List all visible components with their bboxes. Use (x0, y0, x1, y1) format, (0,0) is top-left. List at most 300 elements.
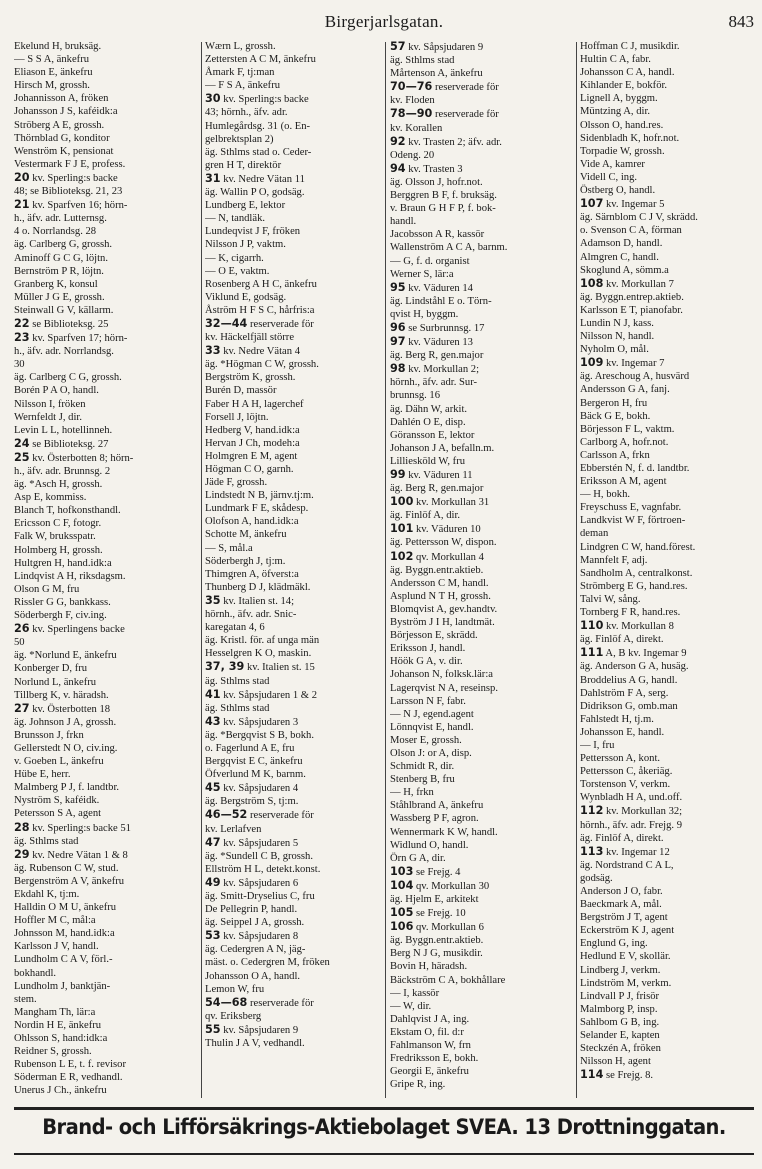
house-number: 92 (390, 134, 406, 148)
entry-line: Bergeron H, fru (580, 397, 648, 409)
entry-line: 21 kv. Sparfven 16; hörn- (14, 198, 128, 212)
entry-line: 32—44 reserverade för (205, 316, 314, 330)
entry-line: Gellerstedt N O, civ.ing. (14, 742, 118, 754)
entry-line: Ohlsson S, hand:idk:a (14, 1033, 108, 1045)
entry-line: Reidner S, grossh. (14, 1046, 92, 1058)
entry-line: Malmborg P, insp. (580, 1003, 658, 1015)
entry-line: Ericsson C F, fotogr. (14, 518, 102, 530)
house-number: 45 (205, 781, 221, 795)
entry-line: 108 kv. Morkullan 7 (580, 276, 674, 290)
entry-line: Rosenberg A H C, änkefru (205, 278, 317, 290)
entry-line: Lundberg E, lektor (205, 200, 286, 212)
entry-line: Odeng. 20 (390, 149, 435, 161)
entry-line: Åström H F S C, hårfris:a (205, 304, 315, 316)
house-number: 22 (14, 316, 30, 330)
house-number: 101 (390, 522, 414, 536)
entry-line: Wernfeldt J, dir. (14, 411, 82, 423)
entry-line: — N, tandläk. (205, 213, 266, 225)
house-number: 78—90 (390, 107, 433, 121)
entry-line: — S, mål.a (205, 542, 253, 554)
entry-line: handl. (390, 216, 417, 228)
entry-line: Humlegårdsg. 31 (o. En- (205, 120, 311, 132)
entry-line: äg. Dähn W, arkit. (390, 403, 468, 415)
entry-line: Vide A, kamrer (580, 158, 645, 170)
entry-line: Tornberg F R, hand.res. (580, 607, 681, 619)
entry-line: Bergström K, grossh. (205, 372, 296, 384)
house-number: 53 (205, 929, 221, 943)
entry-line: h., äfv. adr. Brunnsg. 2 (14, 466, 111, 477)
house-number: 30 (205, 92, 221, 106)
entry-line: Olofson A, hand.idk:a (205, 516, 299, 528)
entry-line: Lagerqvist N A, reseinsp. (390, 682, 498, 694)
entry-line: Blanch T, hofkonsthandl. (14, 505, 121, 517)
entry-line: Wallenström A C A, barnm. (390, 242, 508, 254)
entry-line: Andersson C M, handl. (390, 577, 489, 589)
house-number: 25 (14, 450, 30, 464)
entry-line: äg. Anderson G A, husäg. (580, 661, 689, 673)
entry-line: 24 se Biblioteksg. 27 (14, 436, 109, 450)
entry-line: 109 kv. Ingemar 7 (580, 356, 665, 370)
entry-line: kv. Lerlafven (205, 823, 262, 835)
entry-line: äg. Carlberg C G, grossh. (14, 372, 122, 384)
page-number: 843 (728, 12, 754, 31)
house-number: 29 (14, 847, 30, 861)
entry-line: äg. Wallin P O, godsäg. (205, 187, 305, 199)
entry-line: 35 kv. Italien st. 14; (205, 593, 295, 607)
house-number: 31 (205, 171, 221, 185)
entry-line: Holmberg H, grossh. (14, 544, 103, 556)
entry-line: Selander E, kapten (580, 1030, 660, 1042)
entry-line: Sahlbom G B, ing. (580, 1016, 660, 1028)
entry-line: Söderman E R, vedhandl. (14, 1072, 123, 1084)
house-number: 112 (580, 804, 604, 818)
entry-line: hörnh., äfv. adr. Snic- (205, 609, 297, 621)
entry-line: Högman C O, garnh. (205, 464, 294, 475)
entry-line: h., äfv. adr. Norrlandsg. (14, 346, 114, 358)
entry-line: Ståhlbrand A, änkefru (390, 800, 484, 812)
house-number: 27 (14, 701, 30, 715)
street-title: Birgerjarlsgatan. (324, 12, 444, 31)
house-number: 35 (205, 593, 221, 607)
footer-rule-bottom (14, 1153, 754, 1155)
entry-line: Freyschuss E, vagnfabr. (580, 502, 682, 514)
house-number: 105 (390, 906, 414, 920)
column-3 (390, 40, 574, 1108)
entry-line: Malmberg P J, f. landtbr. (14, 782, 120, 794)
entry-line: Kihlander E, bokför. (580, 80, 668, 92)
column-divider (201, 42, 202, 1098)
entry-line: Wærn L, grossh. (205, 41, 276, 52)
entry-line: Bernström P R, löjtn. (14, 265, 104, 277)
house-number: 28 (14, 820, 30, 834)
entry-line: 45 kv. Såpsjudaren 4 (205, 781, 299, 795)
entry-line: Johnsson M, hand.idk:a (14, 928, 115, 940)
entry-line: kv. Korallen (390, 122, 443, 134)
entry-line: Ströberg A E, grossh. (14, 119, 105, 131)
entry-line: stem. (14, 993, 37, 1005)
house-number: 104 (390, 878, 414, 892)
entry-line: 102 qv. Morkullan 4 (390, 549, 484, 563)
entry-line: 46—52 reserverade för (205, 808, 314, 822)
entry-line: Müller J G E, grossh. (14, 291, 105, 303)
entry-line: 113 kv. Ingemar 12 (580, 844, 670, 858)
entry-line: 57 kv. Såpsjudaren 9 (390, 40, 484, 53)
entry-line: Rubenson L E, t. f. revisor (14, 1059, 126, 1071)
entry-line: äg. *Bergqvist S B, bokh. (205, 729, 314, 741)
column-divider (576, 42, 577, 1098)
entry-line: Aminoff G C G, löjtn. (14, 252, 108, 264)
house-number: 95 (390, 280, 406, 294)
entry-line: Anderson J O, fabr. (580, 886, 663, 897)
entry-line: Adamson D, handl. (580, 238, 663, 250)
entry-line: Videll C, ing. (580, 171, 638, 183)
entry-line: Almgren C, handl. (580, 251, 659, 263)
entry-line: Hübe E, herr. (14, 769, 71, 781)
entry-line: Talvi W, sång. (580, 593, 641, 605)
entry-line: Asp E, kommiss. (14, 492, 87, 504)
entry-line: Burén D, massör (205, 385, 277, 397)
entry-line: Bergenström A V, änkefru (14, 875, 125, 887)
entry-line: Falk W, bruksspatr. (14, 531, 96, 543)
entry-line: Eriksson J, handl. (390, 643, 466, 655)
entry-line: äg. Carlberg G, grossh. (14, 239, 113, 251)
entry-line: äg. Cedergren A N, jäg- (205, 944, 306, 956)
entry-line: Gripe R, ing. (390, 1079, 446, 1091)
entry-line: 114 se Frejg. 8. (580, 1068, 654, 1082)
entry-line: äg. *Högman C W, grossh. (205, 359, 319, 371)
entry-line: Asplund N T H, grossh. (390, 590, 491, 602)
entry-line: Nilsson N, handl. (580, 331, 655, 343)
entry-line: — G, f. d. organist (390, 255, 470, 267)
entry-line: Torstenson V, verkm. (580, 779, 671, 791)
entry-line: 31 kv. Nedre Vätan 11 (205, 171, 305, 185)
entry-line: Lundeqvist J F, fröken (205, 226, 301, 238)
entry-line: Mårtenson A, änkefru (390, 68, 483, 80)
entry-line: 54—68 reserverade för (205, 995, 314, 1009)
entry-line: Nyström S, kaféidk. (14, 795, 100, 807)
entry-line: — H, frkn (390, 787, 434, 799)
entry-line: Vestermark F J E, profess. (14, 158, 126, 170)
house-number: 49 (205, 875, 221, 889)
entry-line: äg. Kristl. för. af unga män (205, 635, 320, 647)
entry-line: v. Goeben L, änkefru (14, 756, 104, 768)
entry-line: 99 kv. Väduren 11 (390, 468, 473, 481)
house-number: 20 (14, 170, 30, 184)
entry-line: Olson J: or A, disp. (390, 747, 472, 759)
entry-line: 29 kv. Nedre Vätan 1 & 8 (14, 847, 128, 861)
entry-line: 110 kv. Morkullan 8 (580, 619, 674, 633)
entry-line: 101 kv. Väduren 10 (390, 522, 481, 536)
entry-line: 53 kv. Såpsjudaren 8 (205, 929, 299, 943)
entry-line: 70—76 reserverade för (390, 80, 499, 94)
entry-line: Hedberg V, hand.idk:a (205, 424, 300, 436)
entry-line: Konberger D, fru (14, 663, 88, 675)
house-number: 107 (580, 197, 604, 211)
entry-line: äg. Sthlms stad (205, 702, 270, 714)
directory-columns (14, 40, 758, 1108)
entry-line: hörnh., äfv. adr. Frejg. 9 (580, 819, 682, 831)
entry-line: 43 kv. Såpsjudaren 3 (205, 714, 299, 728)
entry-line: 48; se Biblioteksg. 21, 23 (14, 186, 123, 198)
entry-line: Strömberg E G, hand.res. (580, 580, 688, 592)
entry-line: Nilsson J P, vaktm. (205, 239, 286, 251)
entry-line: äg. *Sundell C B, grossh. (205, 850, 314, 862)
entry-line: Lemon W, fru (205, 983, 265, 995)
house-number: 113 (580, 844, 604, 858)
entry-line: Müntzing A, dir. (580, 106, 651, 118)
entry-line: Nilsson H, agent (580, 1056, 651, 1068)
entry-line: Levin L L, hotellinneh. (14, 424, 113, 436)
entry-line: Hoffman C J, musikdir. (580, 41, 680, 52)
entry-line: kv. Floden (390, 95, 435, 107)
house-number: 96 (390, 320, 406, 334)
footer-rule-top (14, 1107, 754, 1110)
house-number: 55 (205, 1022, 221, 1036)
house-number: 109 (580, 356, 604, 370)
entry-line: äg. Berg R, gen.major (390, 350, 484, 362)
entry-line: Lundin N J, kass. (580, 317, 654, 329)
entry-line: äg. Areschoug A, husvärd (580, 371, 690, 383)
entry-line: 23 kv. Sparfven 17; hörn- (14, 331, 128, 345)
entry-line: 47 kv. Såpsjudaren 5 (205, 835, 299, 849)
entry-line: Mannfelt F, adj. (580, 554, 648, 566)
entry-line: Widlund O, handl. (390, 839, 469, 851)
entry-line: äg. *Asch H, grossh. (14, 479, 103, 491)
entry-line: gelbrektsplan 2) (205, 133, 274, 145)
house-number: 37, 39 (205, 660, 245, 674)
entry-line: 111 A, B kv. Ingemar 9 (580, 646, 687, 660)
entry-line: äg. Rubenson C W, stud. (14, 862, 119, 874)
entry-line: 94 kv. Trasten 3 (390, 161, 463, 175)
entry-line: — N J, egend.agent (390, 708, 474, 720)
entry-line: Wennermark K W, handl. (390, 826, 498, 838)
entry-line: Tillberg K, v. häradsh. (14, 689, 109, 701)
entry-line: Börjesson F L, vaktm. (580, 423, 675, 435)
entry-line: Nilsson I, fröken (14, 398, 86, 410)
entry-line: äg. Lindståhl E o. Törn- (390, 295, 492, 307)
entry-line: Bäck G E, bokh. (580, 410, 651, 422)
entry-line: Olson G M, fru (14, 583, 80, 595)
entry-line: — I, kassör (390, 987, 440, 999)
entry-line: äg. Seippel J A, grossh. (205, 917, 305, 929)
entry-line: Larsson N F, fabr. (390, 695, 466, 707)
entry-line: Moser E, grossh. (390, 734, 462, 746)
entry-line: Werner S, lär:a (390, 268, 454, 280)
entry-line: Sandholm A, centralkonst. (580, 567, 693, 579)
entry-line: — H, bokh. (580, 489, 631, 501)
entry-line: 112 kv. Morkullan 32; (580, 804, 683, 818)
entry-line: bokhandl. (14, 967, 57, 979)
entry-line: äg. Byggn.entr.aktieb. (390, 935, 484, 947)
house-number: 54—68 (205, 995, 248, 1009)
entry-line: äg. Sthlms stad (390, 55, 455, 67)
entry-line: qv. Eriksberg (205, 1010, 262, 1022)
entry-line: Mangham Th, lär:a (14, 1006, 96, 1018)
entry-line: Fredriksson E, bokh. (390, 1053, 479, 1065)
entry-line: äg. Sthlms stad o. Ceder- (205, 146, 312, 158)
entry-line: äg. Finlöf A, direkt. (580, 634, 664, 646)
entry-line: mäst. o. Cedergren M, fröken (205, 957, 330, 969)
house-number: 47 (205, 835, 221, 849)
entry-line: o. Svenson C A, förman (580, 225, 682, 237)
entry-line: brunnsg. 16 (390, 390, 441, 402)
entry-line: De Pellegrin P, handl. (205, 904, 298, 916)
house-number: 24 (14, 436, 30, 450)
entry-line: Skoglund A, sömm.a (580, 264, 669, 276)
entry-line: 98 kv. Morkullan 2; (390, 362, 480, 376)
entry-line: Thimgren A, öfverst:a (205, 568, 299, 580)
entry-line: Ellström H L, detekt.konst. (205, 863, 321, 875)
entry-line: Örn G A, dir. (390, 852, 446, 864)
entry-line: Dahlqvist J A, ing. (390, 1013, 470, 1025)
entry-line: 20 kv. Sperling:s backe (14, 170, 118, 184)
entry-line: Carlsson A, frkn (580, 449, 650, 461)
entry-line: äg. Pettersson W, dispon. (390, 537, 497, 549)
entry-line: 105 se Frejg. 10 (390, 906, 466, 920)
entry-line: Lundmark F E, skådesp. (205, 503, 309, 515)
entry-line: Thulin J A V, vedhandl. (205, 1038, 305, 1050)
house-number: 57 (390, 40, 406, 53)
entry-line: Schmidt R, dir. (390, 761, 455, 773)
house-number: 70—76 (390, 80, 433, 94)
entry-line: Jäde F, grossh. (205, 477, 268, 489)
house-number: 26 (14, 622, 30, 636)
entry-line: Ekelund H, bruksäg. (14, 41, 102, 52)
entry-line: Lundholm J, banktjän- (14, 980, 111, 992)
entry-line: Lönnqvist E, handl. (390, 721, 474, 733)
entry-line: Byström J I H, landtmät. (390, 617, 495, 629)
entry-line: Johanson J A, befalln.m. (390, 442, 495, 454)
entry-line: äg. Byggn.entr.aktieb. (390, 564, 484, 576)
house-number: 23 (14, 331, 30, 345)
entry-line: Pettersson C, åkeriäg. (580, 766, 673, 778)
house-number: 43 (205, 714, 221, 728)
entry-line: 49 kv. Såpsjudaren 6 (205, 875, 299, 889)
entry-line: Broddelius A G, handl. (580, 674, 678, 686)
entry-line: — S S A, änkefru (14, 54, 90, 66)
house-number: 97 (390, 335, 406, 349)
entry-line: äg. Johnson J A, grossh. (14, 716, 117, 728)
entry-line: Norlund L, änkefru (14, 676, 97, 688)
entry-line: kv. Häckelfjäll större (205, 332, 295, 344)
entry-line: Söderbergh J, tj:m. (205, 555, 286, 567)
entry-line: äg. *Norlund E, änkefru (14, 650, 117, 662)
entry-line: Bergqvist E C, änkefru (205, 756, 303, 768)
entry-line: Höök G A, v. dir. (390, 656, 463, 668)
entry-line: Lindberg J, verkm. (580, 964, 661, 976)
entry-line: äg. Smitt-Dryselius C, fru (205, 891, 315, 902)
entry-line: Eliason E, änkefru (14, 67, 93, 79)
entry-line: Lilliesköld W, fru (390, 455, 466, 467)
entry-line: Åmark F, tj:man (205, 67, 275, 79)
entry-line: Unerus J Ch., änkefru (14, 1085, 107, 1097)
entry-line: Schotte M, änkefru (205, 529, 287, 541)
house-number: 94 (390, 161, 406, 175)
entry-line: äg. Berg R, gen.major (390, 483, 484, 495)
entry-line: Halldin O M U, änkefru (14, 902, 117, 914)
entry-line: Blomqvist A, gev.handtv. (390, 603, 498, 615)
entry-line: 107 kv. Ingemar 5 (580, 197, 665, 211)
entry-line: Lundholm C A V, förl.- (14, 954, 113, 966)
entry-line: Göransson E, lektor (390, 429, 475, 441)
entry-line: Stenberg B, fru (390, 774, 455, 786)
entry-line: godsäg. (580, 872, 613, 884)
entry-line: Georgii E, änkefru (390, 1066, 469, 1078)
entry-line: gren H T, direktör (205, 159, 282, 171)
entry-line: Andersson G A, fanj. (580, 384, 670, 396)
entry-line: Johansson C A, handl. (580, 67, 675, 79)
entry-line: Bäckström C A, bokhållare (390, 974, 506, 986)
entry-line: äg. Finlöf A, dir. (390, 510, 461, 522)
entry-line: äg. Finlöf A, direkt. (580, 832, 664, 844)
entry-line: äg. Byggn.entrep.aktieb. (580, 291, 684, 303)
entry-line: Torpadie W, grossh. (580, 145, 665, 157)
entry-line: Rissler G G, bankkass. (14, 596, 111, 608)
entry-line: karegatan 4, 6 (205, 622, 265, 634)
entry-line: Didrikson G, omb.man (580, 700, 678, 712)
entry-line: Nordin H E, änkefru (14, 1019, 102, 1031)
house-number: 111 (580, 646, 604, 660)
entry-line: Bovin H, häradsh. (390, 961, 468, 973)
entry-line: äg. Hjelm E, arkitekt (390, 894, 479, 905)
entry-line: 96 se Surbrunnsg. 17 (390, 320, 485, 334)
entry-line: Thörnblad G, konditor (14, 132, 110, 144)
entry-line: — I, fru (580, 739, 615, 751)
entry-line: 30 (14, 359, 25, 371)
entry-line: 43; hörnh., äfv. adr. (205, 107, 288, 119)
entry-line: — W, dir. (390, 1000, 432, 1012)
entry-line: Ekstam O, fil. d:r (390, 1026, 464, 1038)
entry-line: — O E, vaktm. (205, 265, 270, 277)
entry-line: 97 kv. Väduren 13 (390, 335, 473, 349)
entry-line: Johansson E, handl. (580, 726, 665, 738)
entry-line: Hesselgren K O, maskin. (205, 648, 312, 660)
entry-line: äg. Bergström S, tj:m. (205, 796, 299, 808)
entry-line: 95 kv. Väduren 14 (390, 280, 473, 294)
entry-line: 92 kv. Trasten 2; äfv. adr. (390, 134, 502, 148)
entry-line: Viklund E, godsäg. (205, 291, 287, 303)
entry-line: Lindstedt N B, järnv.tj:m. (205, 490, 314, 502)
entry-line: Dahlén O E, disp. (390, 416, 466, 428)
entry-line: 37, 39 kv. Italien st. 15 (205, 660, 315, 674)
entry-line: 50 (14, 637, 25, 649)
entry-line: Berg N J G, musikdir. (390, 948, 483, 960)
entry-line: Börjesson E, skrädd. (390, 630, 478, 642)
house-number: 110 (580, 619, 604, 633)
entry-line: 104 qv. Morkullan 30 (390, 878, 490, 892)
entry-line: Johanson N, folksk.lär:a (390, 669, 493, 681)
house-number: 106 (390, 920, 414, 934)
entry-line: 27 kv. Österbotten 18 (14, 701, 111, 715)
entry-line: Hirsch M, grossh. (14, 80, 90, 92)
entry-line: Baeckmark A, mål. (580, 899, 662, 911)
entry-line: Steinwall G V, källarm. (14, 304, 114, 316)
entry-line: 4 o. Norrlandsg. 28 (14, 226, 97, 238)
entry-line: Ekdahl K, tj:m. (14, 889, 80, 900)
entry-line: Granberg K, konsul (14, 278, 98, 290)
house-number: 103 (390, 864, 414, 878)
entry-line: Östberg O, handl. (580, 185, 656, 197)
entry-line: Steckzén A, fröken (580, 1043, 661, 1055)
entry-line: Dahlström F A, serg. (580, 687, 669, 699)
entry-line: Thunberg D J, klädmäkl. (205, 581, 311, 593)
house-number: 108 (580, 276, 604, 290)
entry-line: Brunsson J, frkn (14, 729, 84, 741)
footer-advertisement: Brand- och Lifförsäkrings-Aktiebolaget SVEA. 13 Drottninggatan. (42, 1115, 726, 1139)
entry-line: Zettersten A C M, änkefru (205, 54, 316, 66)
entry-line: 26 kv. Sperlingens backe (14, 622, 125, 636)
house-number: 99 (390, 468, 406, 481)
